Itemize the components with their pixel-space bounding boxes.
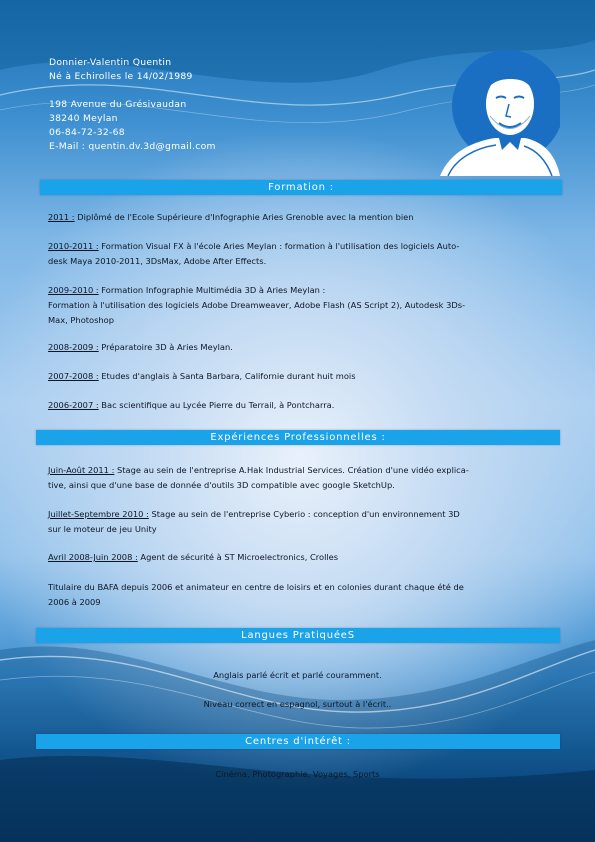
- experience-text: Stage au sein de l'entreprise Cyberio : conception d'un environnement 3D: [148, 509, 460, 519]
- experience-entry: [48, 507, 548, 537]
- formation-text: Diplômé de l'Ecole Supérieure d'Infographie Aries Grenoble avec la mention bien: [74, 212, 414, 222]
- email-address: E-Mail : quentin.dv.3d@gmail.com: [49, 141, 216, 152]
- experience-text: Stage au sein de l'entreprise A.Hak Industrial Services. Création d'une vidéo explica-: [114, 465, 469, 475]
- formation-text-continued: Max, Photoshop: [48, 315, 115, 325]
- section-langues-header: Langues PratiquéeS: [36, 628, 560, 643]
- formation-entry: [48, 239, 548, 269]
- candidate-name: Donnier-Valentin Quentin: [49, 57, 172, 68]
- language-line: Anglais parlé écrit et parlé couramment.: [213, 670, 382, 680]
- experience-text: Agent de sécurité à ST Microelectronics, Crolles: [137, 552, 339, 562]
- formation-text: Etudes d'anglais à Santa Barbara, Californie durant huit mois: [98, 371, 356, 381]
- formation-date: 2007-2008 :: [48, 371, 99, 381]
- formation-date: 2011 :: [48, 212, 75, 222]
- experience-text: Titulaire du BAFA depuis 2006 et animateur en centre de loisirs et en colonies durant chaque été de: [48, 582, 464, 592]
- formation-text: Formation Visual FX à l'école Aries Meylan : formation à l'utilisation des logiciels Auto-: [98, 241, 460, 251]
- formation-date: 2010-2011 :: [48, 241, 99, 251]
- experience-date: Juin-Août 2011 :: [48, 465, 115, 475]
- address-line-2: 38240 Meylan: [49, 113, 118, 124]
- formation-text-continued: desk Maya 2010-2011, 3DsMax, Adobe After Effects.: [48, 256, 267, 266]
- formation-text-continued: Formation à l'utilisation des logiciels Adobe Dreamweaver, Adobe Flash (AS Script 2), Autodesk 3Ds-: [48, 300, 466, 310]
- formation-text: Bac scientifique au Lycée Pierre du Terrail, à Pontcharra.: [98, 400, 335, 410]
- experience-entry: [48, 580, 548, 610]
- formation-entry: [48, 283, 548, 328]
- formation-date: 2008-2009 :: [48, 342, 99, 352]
- formation-entry: [48, 340, 548, 355]
- formation-date: 2006-2007 :: [48, 400, 99, 410]
- formation-entry: [48, 398, 548, 413]
- experience-date: Avril 2008-Juin 2008 :: [48, 552, 138, 562]
- section-centres-header: Centres d'intérêt :: [36, 734, 560, 749]
- interests-line: Cinéma, Photographie, Voyages, Sports: [215, 769, 380, 779]
- formation-text: Préparatoire 3D à Aries Meylan.: [98, 342, 233, 352]
- experience-text-continued: 2006 à 2009: [48, 597, 101, 607]
- formation-entry: [48, 210, 548, 225]
- experience-text-continued: sur le moteur de jeu Unity: [48, 524, 157, 534]
- experience-entry: [48, 550, 548, 565]
- address-line-1: 198 Avenue du Grésivaudan: [49, 99, 187, 110]
- formation-text: Formation Infographie Multimédia 3D à Aries Meylan :: [98, 285, 326, 295]
- formation-entry: [48, 369, 548, 384]
- birth-info: Né à Echirolles le 14/02/1989: [49, 71, 193, 82]
- language-line: Niveau correct en espagnol, surtout à l'écrit..: [203, 699, 392, 709]
- portrait-photo: [440, 46, 560, 176]
- experience-text-continued: tive, ainsi que d'une base de donnée d'outils 3D compatible avec google SketchUp.: [48, 480, 395, 490]
- experience-date: Juillet-Septembre 2010 :: [48, 509, 149, 519]
- section-formation-header: Formation :: [40, 180, 562, 195]
- section-experiences-header: Expériences Professionnelles :: [36, 430, 560, 445]
- phone-number: 06-84-72-32-68: [49, 127, 125, 138]
- formation-date: 2009-2010 :: [48, 285, 99, 295]
- experience-entry: [48, 463, 548, 493]
